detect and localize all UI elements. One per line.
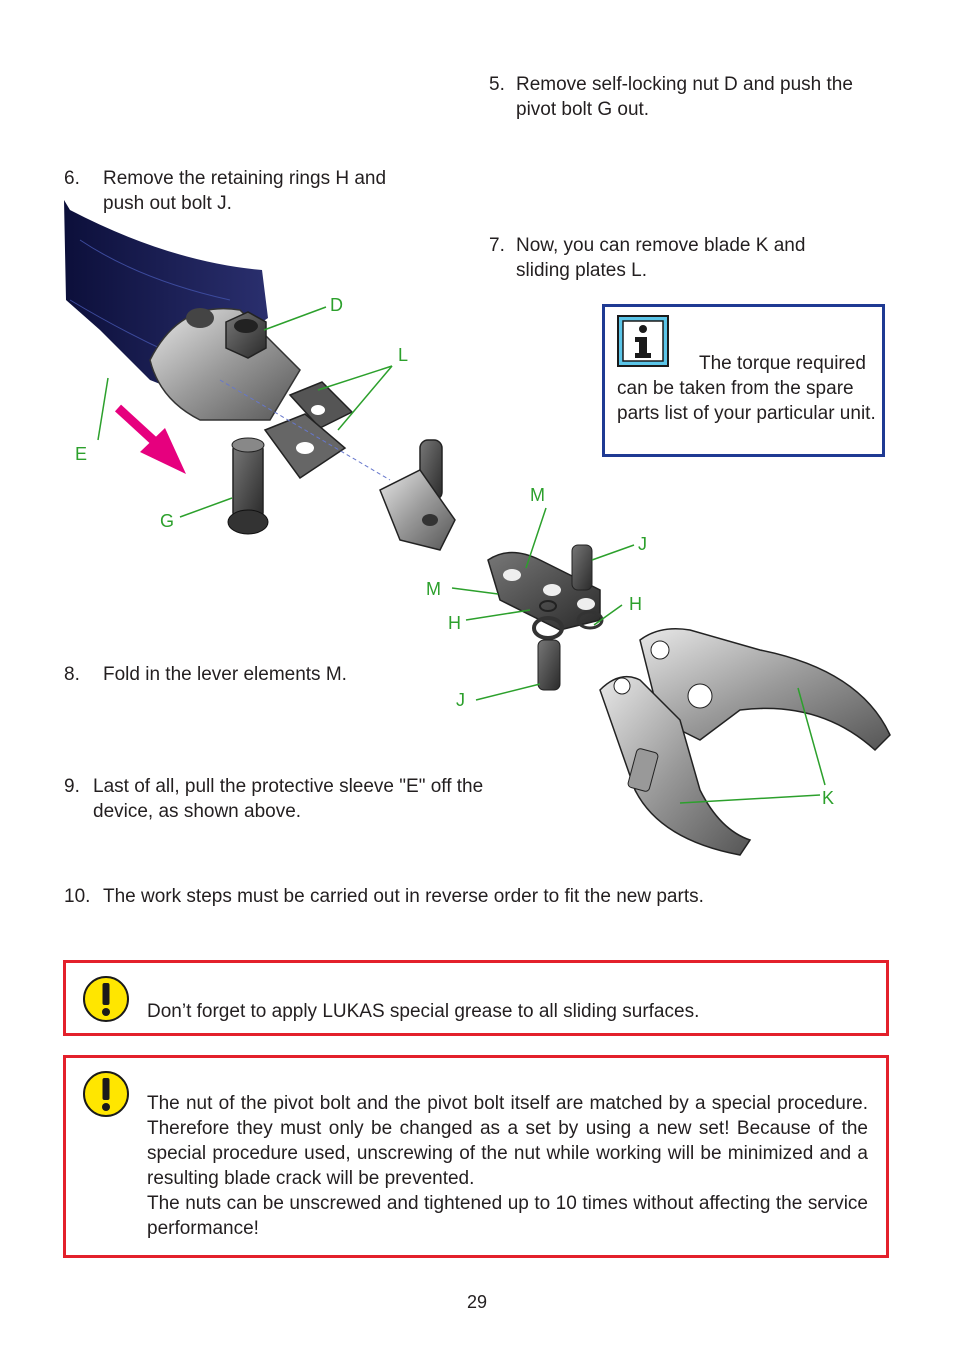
step-text: Remove the retaining rings H and push out bolt J.: [103, 168, 387, 214]
label-g: G: [160, 511, 175, 531]
warning-box-pivot: [63, 1055, 889, 1258]
label-j-upper: J: [638, 534, 647, 554]
step-number: 6.: [64, 168, 80, 189]
warning-paragraph: The nut of the pivot bolt and the pivot bolt itself are matched by a special procedure. Therefore they must only be changed as a set by using a new set! Because of the special procedure used, unscrewing of the nut while working will be minimized and a resulting blade crack will be prevented.: [147, 1093, 868, 1189]
label-m-upper: M: [530, 485, 545, 505]
warning-text: Don’t forget to apply LUKAS special grease to all sliding surfaces.: [147, 1001, 700, 1022]
step-number: 7.: [489, 235, 505, 256]
step-number: 8.: [64, 664, 80, 685]
blade-k: [600, 629, 890, 855]
label-k: K: [822, 788, 835, 808]
connector: [380, 440, 455, 550]
info-box: [602, 304, 885, 457]
step-number: 5.: [489, 74, 505, 95]
label-l: L: [398, 345, 409, 365]
step-text: Now, you can remove blade K and sliding plates L.: [516, 235, 806, 281]
pivot-bolt-g: [228, 438, 268, 534]
step-number: 9.: [64, 776, 80, 797]
step-text: Fold in the lever elements M.: [103, 664, 347, 685]
page-number: 29: [466, 1292, 488, 1312]
label-e: E: [75, 444, 88, 464]
label-j-lower: J: [456, 690, 465, 710]
label-d: D: [330, 295, 343, 315]
label-m-lower: M: [426, 579, 441, 599]
step-number: 10.: [64, 886, 91, 907]
label-h-left: H: [448, 613, 461, 633]
warning-text: [147, 1091, 868, 1241]
step-text: Remove self-locking nut D and push the pivot bolt G out.: [516, 74, 853, 120]
warning-paragraph: The nuts can be unscrewed and tightened up to 10 times without affecting the service performance!: [147, 1193, 868, 1239]
lever-assembly: [488, 545, 602, 690]
label-h-right: H: [629, 594, 642, 614]
info-text: The torque required can be taken from the spare parts list of your particular unit.: [617, 353, 876, 424]
step-text: Last of all, pull the protective sleeve "E" off the device, as shown above.: [93, 776, 484, 822]
removal-arrow: [118, 408, 186, 474]
warning-icon: [82, 1070, 130, 1118]
nut-d: [226, 312, 266, 358]
warning-box-grease: [63, 960, 889, 1036]
step-text: The work steps must be carried out in reverse order to fit the new parts.: [103, 886, 704, 907]
warning-icon: [82, 975, 130, 1023]
